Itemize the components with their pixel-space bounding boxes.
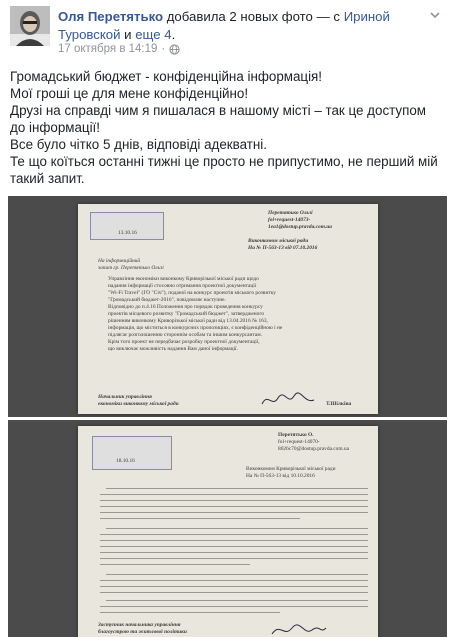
post-meta <box>58 43 180 55</box>
globe-icon <box>169 44 180 55</box>
post-text-line: Все було чітко 5 днів, відповіді адекватні. <box>10 137 267 152</box>
text-line <box>100 612 280 613</box>
post-date-link[interactable]: 17 октября в 14:19 <box>58 43 158 55</box>
stamp-date: 18.10.16 <box>116 458 135 464</box>
text-line <box>106 600 368 601</box>
text-line <box>100 580 368 581</box>
text-line <box>106 528 368 529</box>
tagged-person-link[interactable]: Ириной Туровской <box>58 9 390 42</box>
with-prefix: — с <box>316 9 341 24</box>
text-line <box>100 546 368 547</box>
text-line <box>100 552 368 553</box>
text-line <box>100 534 368 535</box>
meta-separator: · <box>161 43 166 55</box>
text-line <box>106 488 368 489</box>
post-header <box>58 8 418 44</box>
handwritten-signature <box>258 390 318 410</box>
document-page-2 <box>78 426 378 637</box>
text-line <box>100 512 368 513</box>
handwritten-signature <box>268 622 328 637</box>
author-avatar[interactable] <box>10 6 50 46</box>
avatar-photo <box>10 6 50 46</box>
doc-signatory-title: Начальник управління економіки виконкому міської ради <box>98 394 179 407</box>
post-text-line: Громадський бюджет - конфіденційна інформація! <box>10 69 323 84</box>
text-line <box>100 494 368 495</box>
doc-reference: Виконкомом міської ради На № П-563-13 від 07.10.2016 <box>248 238 318 251</box>
text-line <box>100 586 368 587</box>
post-photo-2[interactable] <box>8 420 447 637</box>
post-text-line: Друзі на справді чим я пишалася в нашому місті – так це доступом до інформації! <box>10 103 427 135</box>
text-line <box>100 564 250 565</box>
doc-signatory-name: Т.Шілкіна <box>326 401 352 407</box>
doc-recipient: Перетятько О. fol+request-14070- 8026c70@dostup.pravda.com.ua <box>278 432 349 452</box>
and-word: и <box>124 27 132 42</box>
doc-subject: На інформаційний запит гр. Перетятько Ользі <box>98 258 164 271</box>
header-period: . <box>171 27 176 42</box>
text-line <box>100 558 368 559</box>
author-name-link[interactable]: Оля Перетятько <box>58 9 164 24</box>
post-photo-1[interactable] <box>8 196 447 417</box>
text-line <box>106 574 368 575</box>
stamp-date: 13.10.16 <box>118 230 137 236</box>
text-line <box>100 518 300 519</box>
privacy-button[interactable] <box>169 44 180 55</box>
document-page-1 <box>78 204 378 414</box>
doc-signatory-title: Заступник начальника управління благоустрою та житлової політики <box>98 622 187 635</box>
text-line <box>100 592 368 593</box>
others-link[interactable]: еще 4 <box>135 27 172 42</box>
chevron-down-icon <box>429 9 441 21</box>
doc-body: Управління економіки виконкому Криворізької міської ради щодо надання інформації стосовно отримання проектної документації "Wi-Fi Travel" (ГО "Січ"), поданої на конкурс проектів міського розвитку "Громадський бюджет-2016", повідомляє наступне. Відповідно до п.4.16 Положення про порядок проведення конкурсу проектів місцевого розвитку "Громадський бюджет", затвердженого рішенням виконкому Криворізької міської ради від 13.04.2016 № 163, інформація, що міститься в конкурсних пропозиціях, є конфіденційною і не підлягає розголошенню стороннім особам та іншим конкурсантам. Крім того проект не передбачає розробку проектної документації, що виключає можливість надання Вам даної інформації. <box>108 276 283 352</box>
text-line <box>100 606 368 607</box>
doc-recipient: Перетятько Ользі fol+request-14073-1ea1@dostup.pravda.com.ua <box>268 210 332 230</box>
post-action: добавила 2 новых фото <box>166 9 313 24</box>
text-line <box>100 540 368 541</box>
text-line <box>100 506 368 507</box>
post-text-line: Те що коїться останні тижні це просто не припустимо, не перший мій такий запит. <box>10 154 438 186</box>
post-text <box>10 68 440 187</box>
post-text-line: Мої гроші це для мене конфіденційно! <box>10 86 249 101</box>
post-menu-button[interactable] <box>429 9 441 21</box>
doc-reference: Виконкомом Криворізької міської ради На № П-563-13 від 10.10.2016 <box>246 466 336 479</box>
text-line <box>100 500 368 501</box>
